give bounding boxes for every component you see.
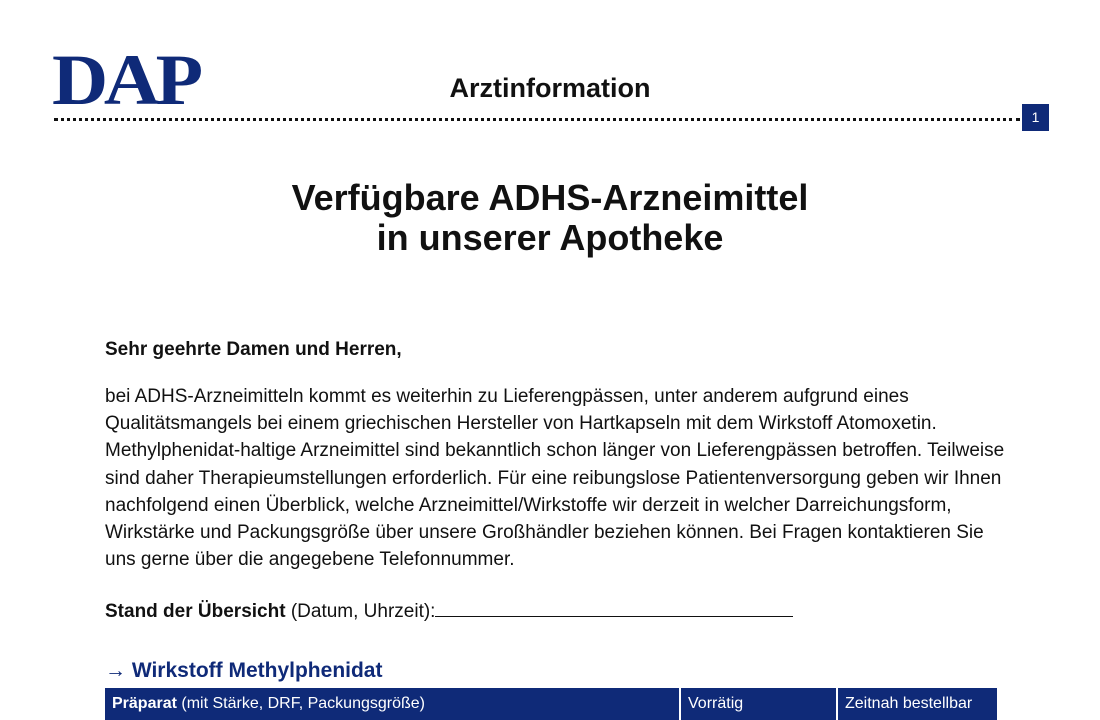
document-title-line-2: in unserer Apotheke bbox=[376, 217, 724, 258]
table-header-row bbox=[105, 688, 997, 720]
column-header-praeparat bbox=[105, 688, 681, 720]
section-heading-methylphenidat: → Wirkstoff Methylphenidat bbox=[105, 659, 383, 682]
header-divider bbox=[54, 118, 1020, 121]
column-header-zeitnah-bestellbar: Zeitnah bestellbar bbox=[845, 695, 973, 712]
dap-logo: DAP bbox=[52, 40, 199, 120]
column-header-vorraetig: Vorrätig bbox=[681, 688, 838, 720]
status-label: Stand der Übersicht bbox=[105, 601, 286, 622]
document-title-line-1: Verfügbare ADHS-Arzneimittel bbox=[291, 177, 809, 218]
status-hint: (Datum, Uhrzeit): bbox=[290, 601, 436, 622]
status-fill-in-blank[interactable] bbox=[435, 600, 793, 617]
column-header-praeparat-detail: (mit Stärke, DRF, Packungsgröße) bbox=[181, 695, 425, 712]
status-line bbox=[105, 600, 793, 624]
page-number-badge: 1 bbox=[1022, 104, 1049, 131]
intro-paragraph: bei ADHS-Arzneimitteln kommt es weiterhin zu Lieferengpässen, unter anderem aufgrund eines Qualitätsmangels bei einem griechischen Hersteller von Hartkapseln mit dem Wirkstoff Atomoxetin. Methylphenidat-haltige Arzneimittel sind bekanntlich schon länger von Lieferengpässen betroffen. Teilweise sind daher Therapieumstellungen erforderlich. Für eine reibungslose Patientenversorgung geben wir Ihnen nachfolgend einen Überblick, welche Arzneimittel/Wirkstoffe wir derzeit in welcher Darreichungsform, Wirkstärke und Packungsgröße über unsere Großhändler beziehen können. Bei Fragen kontaktieren Sie uns gerne über die angegebene Telefonnummer. bbox=[105, 386, 1005, 571]
column-header-praeparat-bold: Präparat bbox=[112, 695, 177, 712]
salutation: Sehr geehrte Damen und Herren, bbox=[105, 339, 402, 360]
document-title bbox=[0, 178, 1100, 258]
header-title: Arztinformation bbox=[449, 73, 651, 103]
